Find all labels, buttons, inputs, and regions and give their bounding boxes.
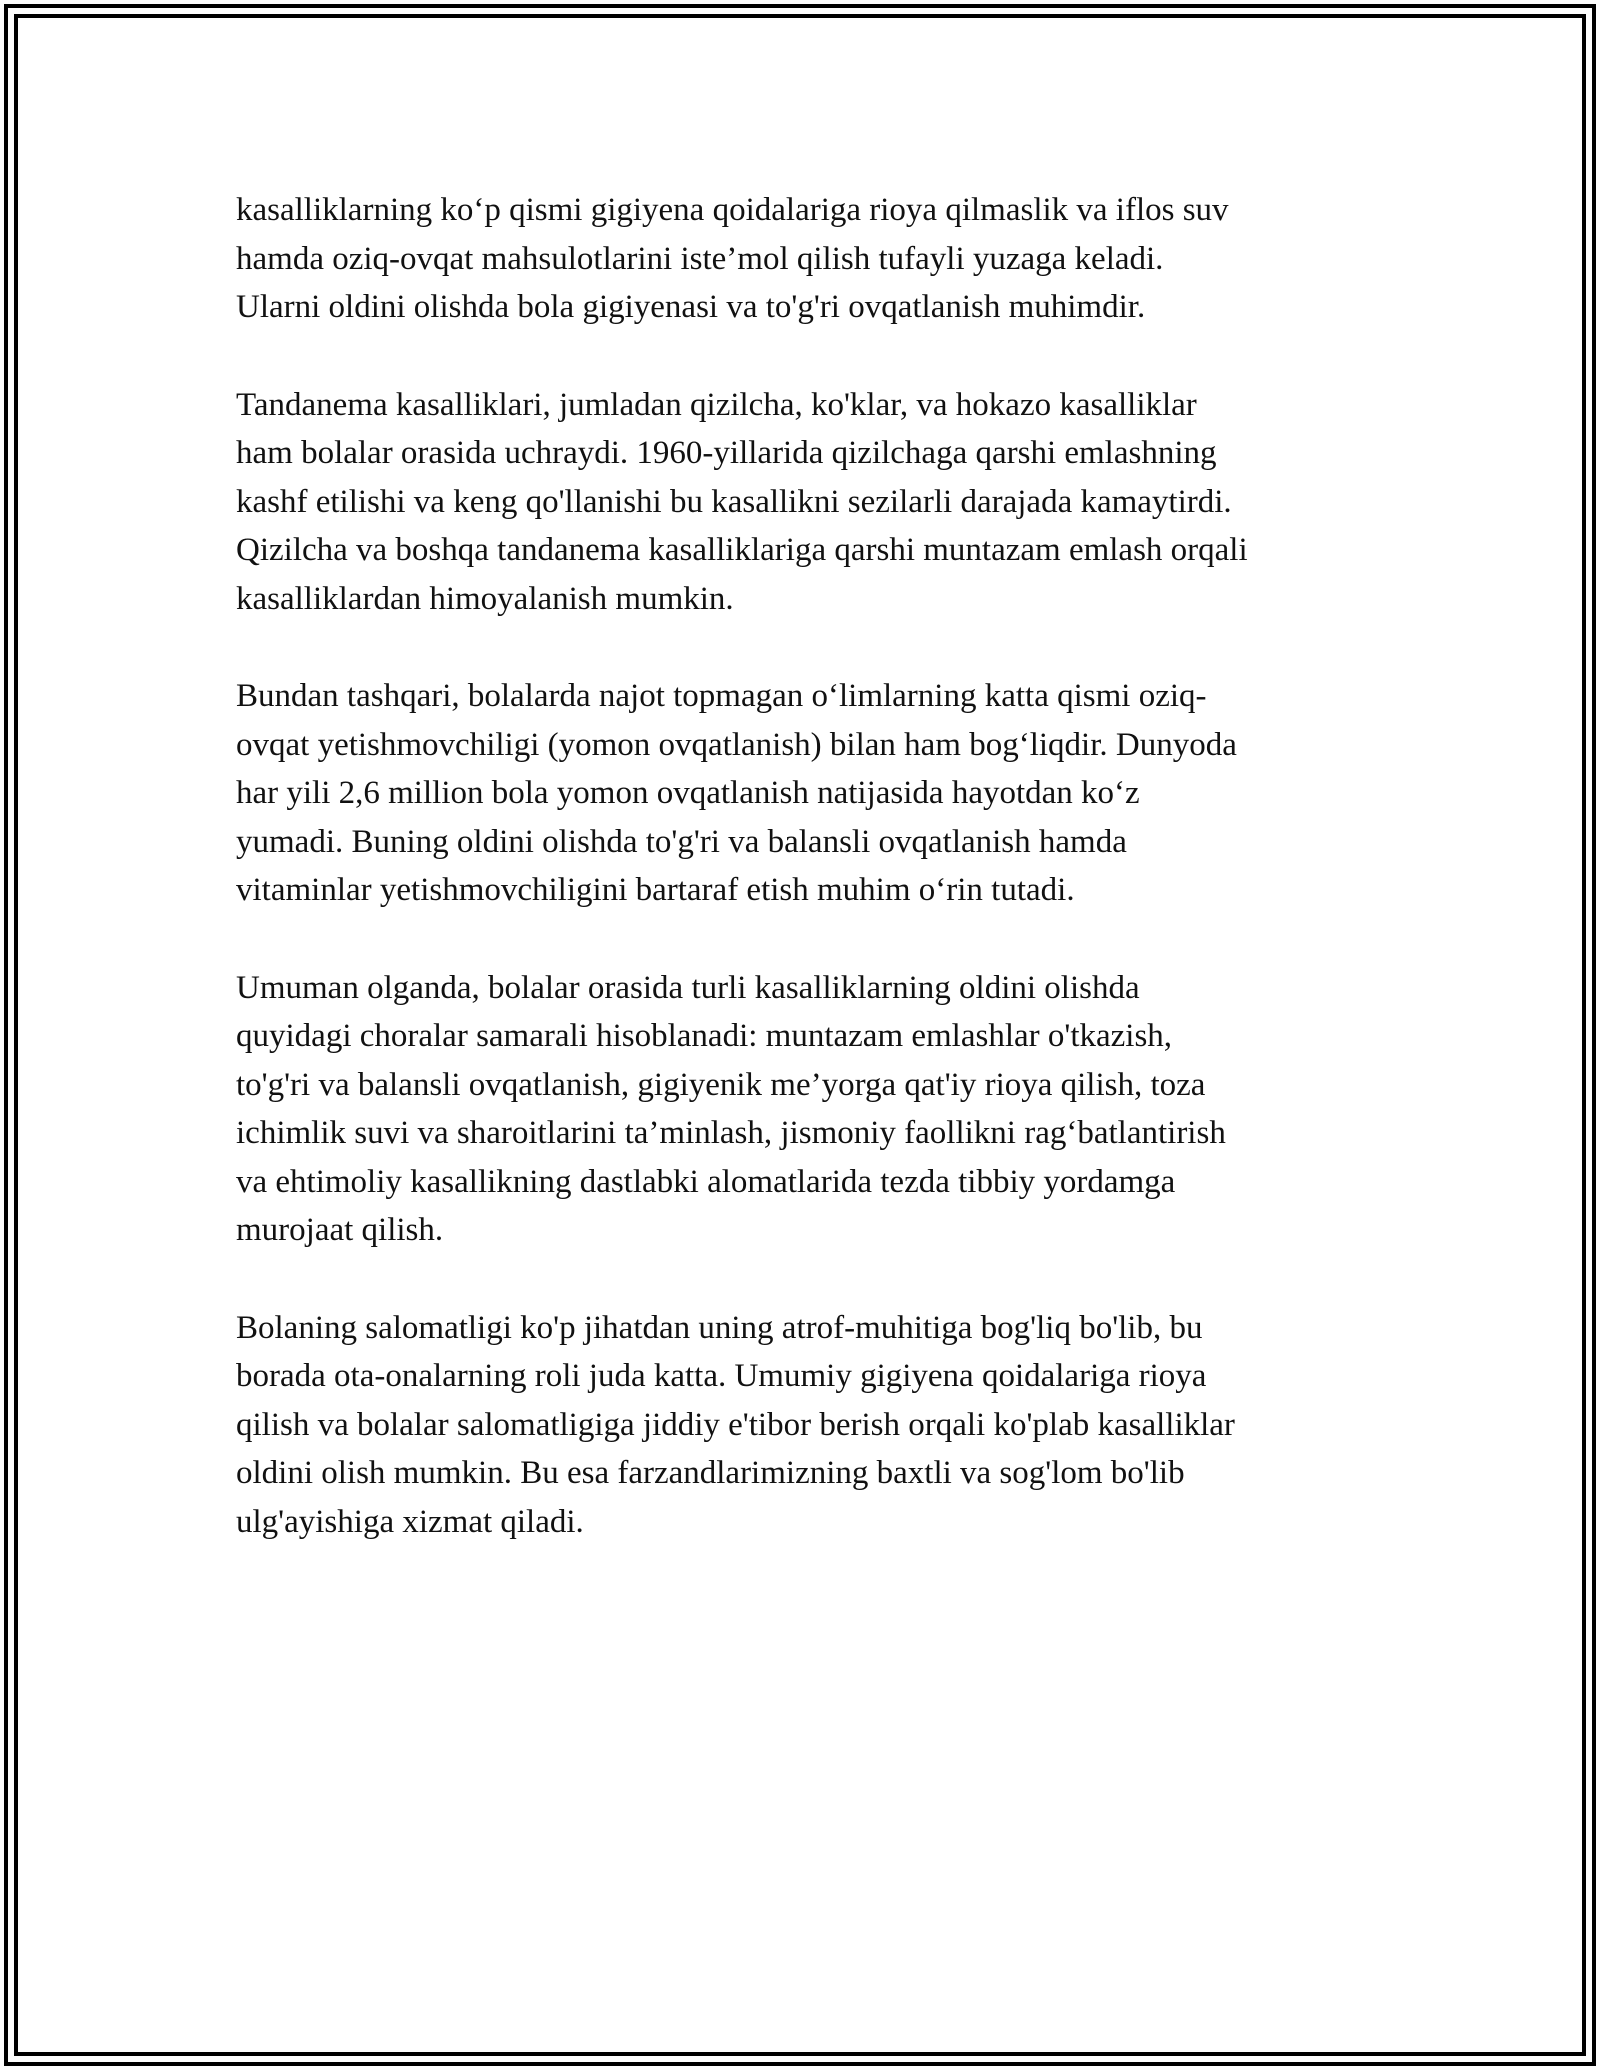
text-line: ham bolalar orasida uchraydi. 1960-yillarida qizilchaga qarshi emlashning xyxy=(236,435,1217,471)
text-line: borada ota-onalarning roli juda katta. Umumiy gigiyena qoidalariga rioya xyxy=(236,1358,1207,1394)
paragraph xyxy=(236,672,1416,915)
text-line: quyidagi choralar samarali hisoblanadi: muntazam emlashlar o'tkazish, xyxy=(236,1018,1173,1054)
text-line: Ularni oldini olishda bola gigiyenasi va to'g'ri ovqatlanish muhimdir. xyxy=(236,289,1146,325)
text-line: kasalliklarning ko‘p qismi gigiyena qoidalariga rioya qilmaslik va iflos suv xyxy=(236,192,1229,228)
text-line: qilish va bolalar salomatligiga jiddiy e'tibor berish orqali ko'plab kasalliklar xyxy=(236,1406,1235,1443)
text-line: har yili 2,6 million bola yomon ovqatlanish natijasida hayotdan ko‘z xyxy=(236,775,1140,811)
paragraph xyxy=(236,964,1416,1255)
text-line: va ehtimoliy kasallikning dastlabki alomatlarida tezda tibbiy yordamga xyxy=(236,1163,1176,1200)
text-line: ichimlik suvi va sharoitlarini ta’minlash, jismoniy faollikni rag‘batlantirish xyxy=(236,1115,1226,1151)
text-line: Bolaning salomatligi ko'p jihatdan uning atrof-muhitiga bog'liq bo'lib, bu xyxy=(236,1309,1203,1346)
text-line: Qizilcha va boshqa tandanema kasalliklariga qarshi muntazam emlash orqali xyxy=(236,532,1248,568)
text-line: Tandanema kasalliklari, jumladan qizilcha, ko'klar, va hokazo kasalliklar xyxy=(236,386,1197,423)
text-line: to'g'ri va balansli ovqatlanish, gigiyenik me’yorga qat'iy rioya qilish, toza xyxy=(236,1066,1206,1103)
text-line: Bundan tashqari, bolalarda najot topmagan o‘limlarning katta qismi oziq- xyxy=(236,678,1207,714)
text-line: oldini olish mumkin. Bu esa farzandlarimizning baxtli va sog'lom bo'lib xyxy=(236,1455,1185,1491)
paragraph xyxy=(236,1304,1416,1547)
text-line: kashf etilishi va keng qo'llanishi bu kasallikni sezilarli darajada kamaytirdi. xyxy=(236,483,1232,520)
document-body xyxy=(236,186,1416,1595)
paragraph xyxy=(236,186,1416,332)
text-line: ulg'ayishiga xizmat qiladi. xyxy=(236,1503,584,1540)
paragraph xyxy=(236,381,1416,624)
text-line: kasalliklardan himoyalanish mumkin. xyxy=(236,580,734,617)
text-line: murojaat qilish. xyxy=(236,1212,444,1248)
text-line: vitaminlar yetishmovchiligini bartaraf etish muhim o‘rin tutadi. xyxy=(236,872,1075,908)
text-line: yumadi. Buning oldini olishda to'g'ri va balansli ovqatlanish hamda xyxy=(236,823,1127,860)
text-line: ovqat yetishmovchiligi (yomon ovqatlanish) bilan ham bog‘liqdir. Dunyoda xyxy=(236,726,1237,763)
text-line: hamda oziq-ovqat mahsulotlarini iste’mol qilish tufayli yuzaga keladi. xyxy=(236,240,1164,277)
text-line: Umuman olganda, bolalar orasida turli kasalliklarning oldini olishda xyxy=(236,969,1140,1006)
